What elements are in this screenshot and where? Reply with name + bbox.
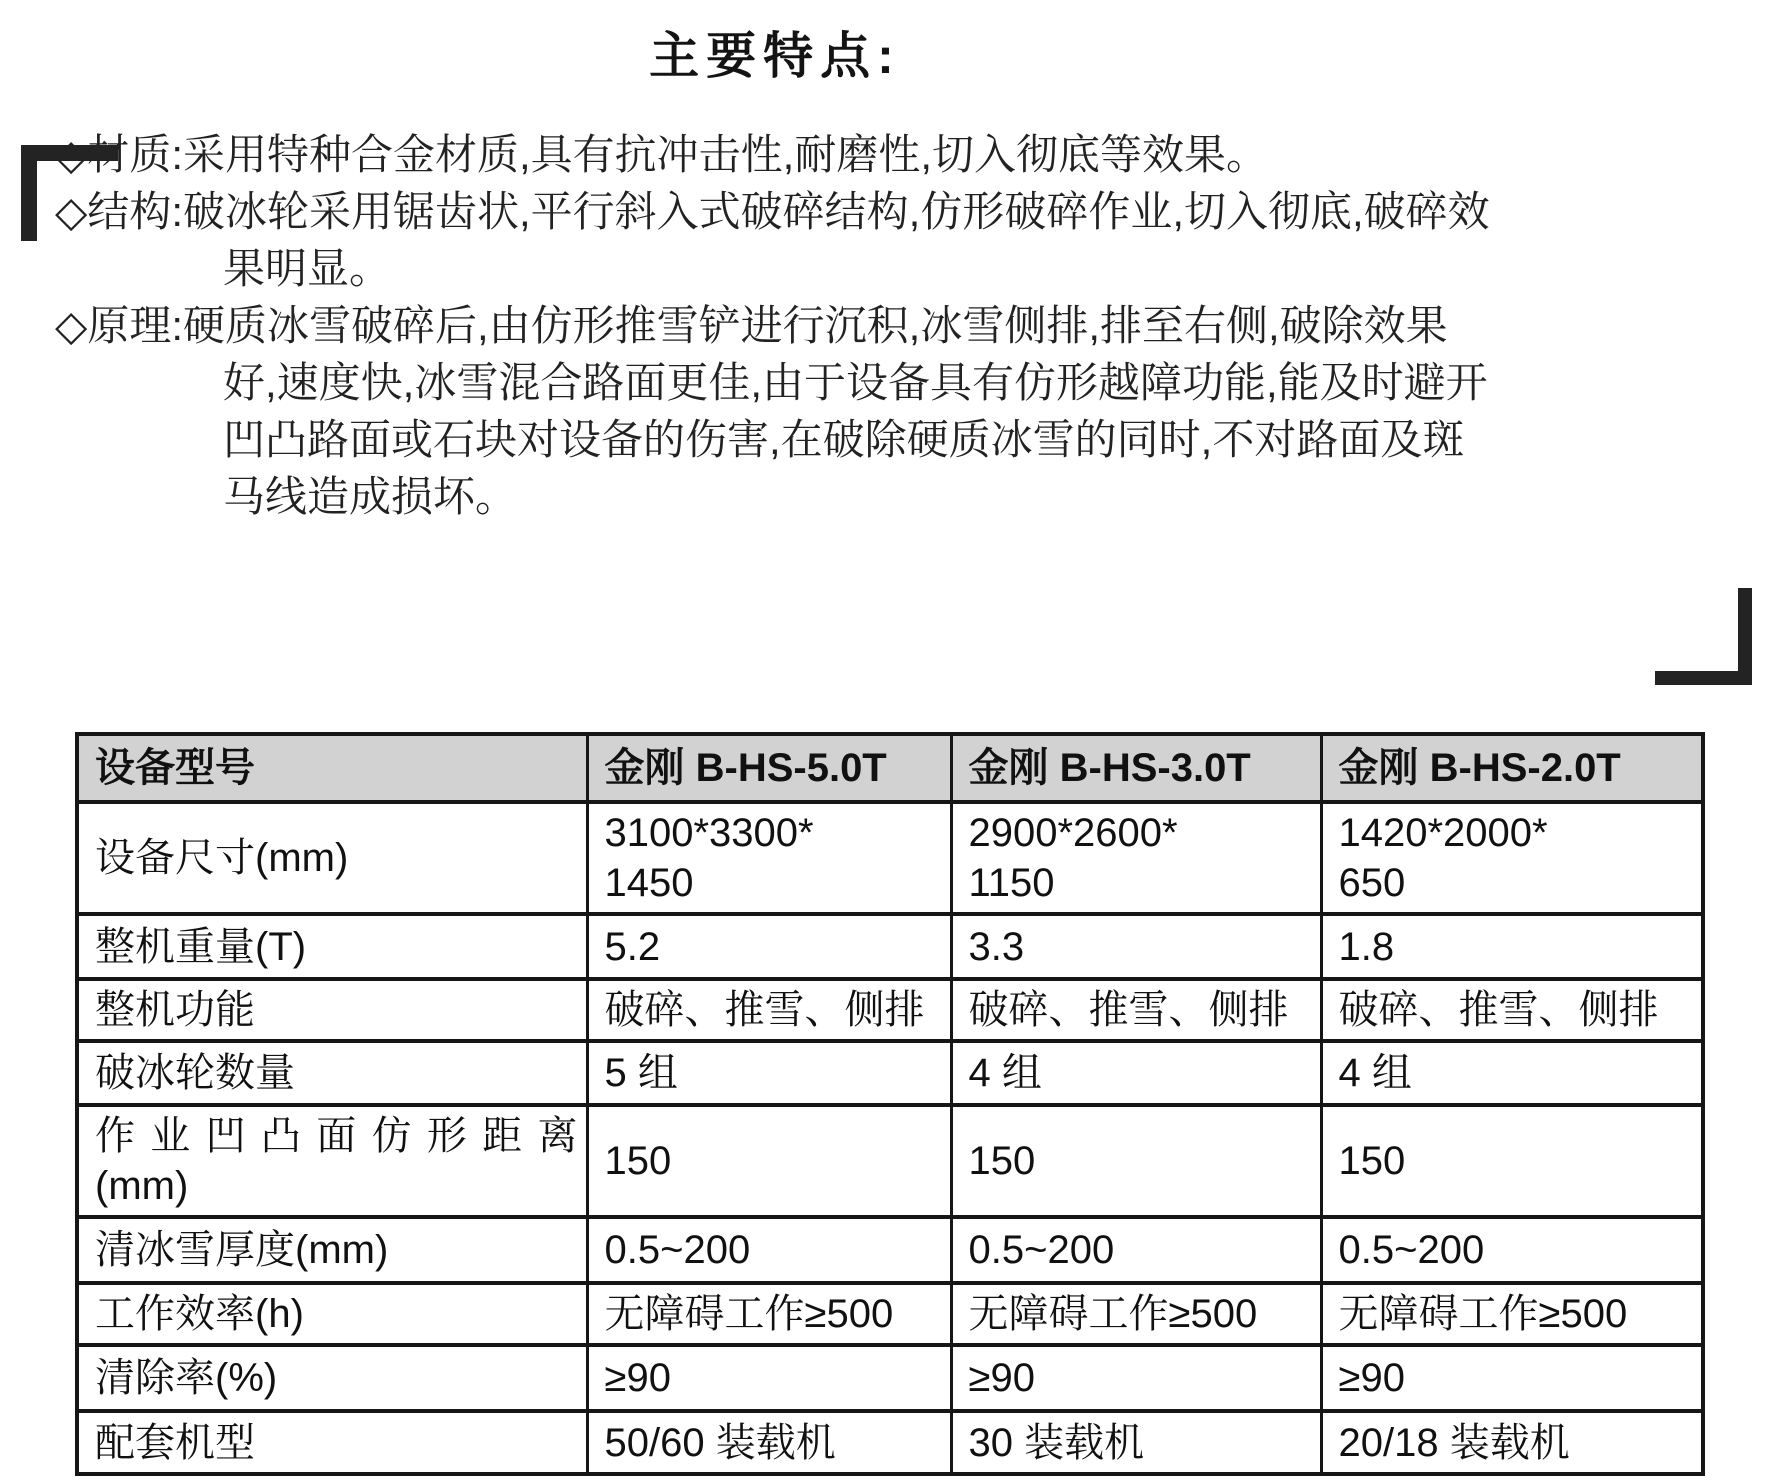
feature-item-material xyxy=(55,126,1495,183)
table-cell: 150 xyxy=(1321,1105,1703,1217)
table-cell: 2900*2600* 1150 xyxy=(951,802,1321,914)
header-cell-model-3t: 金刚 B-HS-3.0T xyxy=(951,734,1321,802)
table-row-functions xyxy=(77,979,1703,1041)
table-cell: 4 组 xyxy=(1321,1041,1703,1105)
row-label: 设备尺寸(mm) xyxy=(77,802,587,914)
table-header-row xyxy=(77,734,1703,802)
table-row-matching-loader xyxy=(77,1411,1703,1474)
table-cell: 无障碍工作≥500 xyxy=(1321,1283,1703,1345)
row-label: 清冰雪厚度(mm) xyxy=(77,1217,587,1283)
table-cell: 30 装载机 xyxy=(951,1411,1321,1474)
feature-label: 材质 xyxy=(87,131,172,178)
page-title: 主要特点: xyxy=(649,28,901,84)
table-cell: 4 组 xyxy=(951,1041,1321,1105)
header-cell-model-2t: 金刚 B-HS-2.0T xyxy=(1321,734,1703,802)
table-row-ice-thickness xyxy=(77,1217,1703,1283)
table-cell: ≥90 xyxy=(951,1345,1321,1411)
table-cell: 0.5~200 xyxy=(951,1217,1321,1283)
table-cell: 破碎、推雪、侧排 xyxy=(951,979,1321,1041)
table-cell: 无障碍工作≥500 xyxy=(587,1283,951,1345)
table-cell: 50/60 装载机 xyxy=(587,1411,951,1474)
table-cell: 5.2 xyxy=(587,914,951,979)
feature-text: 破冰轮采用锯齿状,平行斜入式破碎结构,仿形破碎作业,切入彻底,破碎效果明显。 xyxy=(183,188,1490,292)
feature-separator: : xyxy=(171,131,183,178)
table-cell: 0.5~200 xyxy=(1321,1217,1703,1283)
table-row-work-efficiency xyxy=(77,1283,1703,1345)
table-cell: 无障碍工作≥500 xyxy=(951,1283,1321,1345)
row-label: 破冰轮数量 xyxy=(77,1041,587,1105)
header-cell-model-5t: 金刚 B-HS-5.0T xyxy=(587,734,951,802)
corner-bracket-bottom-right-icon xyxy=(1655,588,1752,685)
feature-label: 原理 xyxy=(87,302,172,349)
corner-bracket-top-left-icon xyxy=(21,145,118,241)
row-label: 配套机型 xyxy=(77,1411,587,1474)
table-cell: 150 xyxy=(587,1105,951,1217)
row-label: 清除率(%) xyxy=(77,1345,587,1411)
table-cell: 3.3 xyxy=(951,914,1321,979)
table-cell: 1.8 xyxy=(1321,914,1703,979)
row-label: 工作效率(h) xyxy=(77,1283,587,1345)
table-row-weight xyxy=(77,914,1703,979)
table-cell: 0.5~200 xyxy=(587,1217,951,1283)
diamond-bullet-icon: ◇ xyxy=(55,302,88,349)
table-cell: 破碎、推雪、侧排 xyxy=(587,979,951,1041)
feature-item-principle xyxy=(55,297,1495,525)
table-cell: 5 组 xyxy=(587,1041,951,1105)
row-label: 整机重量(T) xyxy=(77,914,587,979)
table-row-clearance-rate xyxy=(77,1345,1703,1411)
row-label: 整机功能 xyxy=(77,979,587,1041)
table-row-profiling-distance xyxy=(77,1105,1703,1217)
table-cell: ≥90 xyxy=(1321,1345,1703,1411)
feature-label: 结构 xyxy=(87,188,172,235)
table-cell: 150 xyxy=(951,1105,1321,1217)
header-cell-model: 设备型号 xyxy=(77,734,587,802)
row-label: 作业凹凸面仿形距离 (mm) xyxy=(77,1105,587,1217)
diamond-bullet-icon: ◇ xyxy=(55,188,88,235)
table-cell: ≥90 xyxy=(587,1345,951,1411)
feature-separator: : xyxy=(171,302,183,349)
diamond-bullet-icon: ◇ xyxy=(55,131,88,178)
feature-text: 采用特种合金材质,具有抗冲击性,耐磨性,切入彻底等效果。 xyxy=(183,131,1269,178)
table-row-dimensions xyxy=(77,802,1703,914)
feature-separator: : xyxy=(171,188,183,235)
table-cell: 破碎、推雪、侧排 xyxy=(1321,979,1703,1041)
table-row-wheel-count xyxy=(77,1041,1703,1105)
spec-table xyxy=(75,732,1705,1476)
feature-text: 硬质冰雪破碎后,由仿形推雪铲进行沉积,冰雪侧排,排至右侧,破除效果好,速度快,冰雪混合路面更佳,由于设备具有仿形越障功能,能及时避开凹凸路面或石块对设备的伤害,在破除硬质冰雪的同时,不对路面及斑马线造成损坏。 xyxy=(183,302,1488,520)
feature-list xyxy=(55,126,1495,525)
table-cell: 20/18 装载机 xyxy=(1321,1411,1703,1474)
table-cell: 1420*2000* 650 xyxy=(1321,802,1703,914)
feature-item-structure xyxy=(55,183,1495,297)
table-cell: 3100*3300* 1450 xyxy=(587,802,951,914)
